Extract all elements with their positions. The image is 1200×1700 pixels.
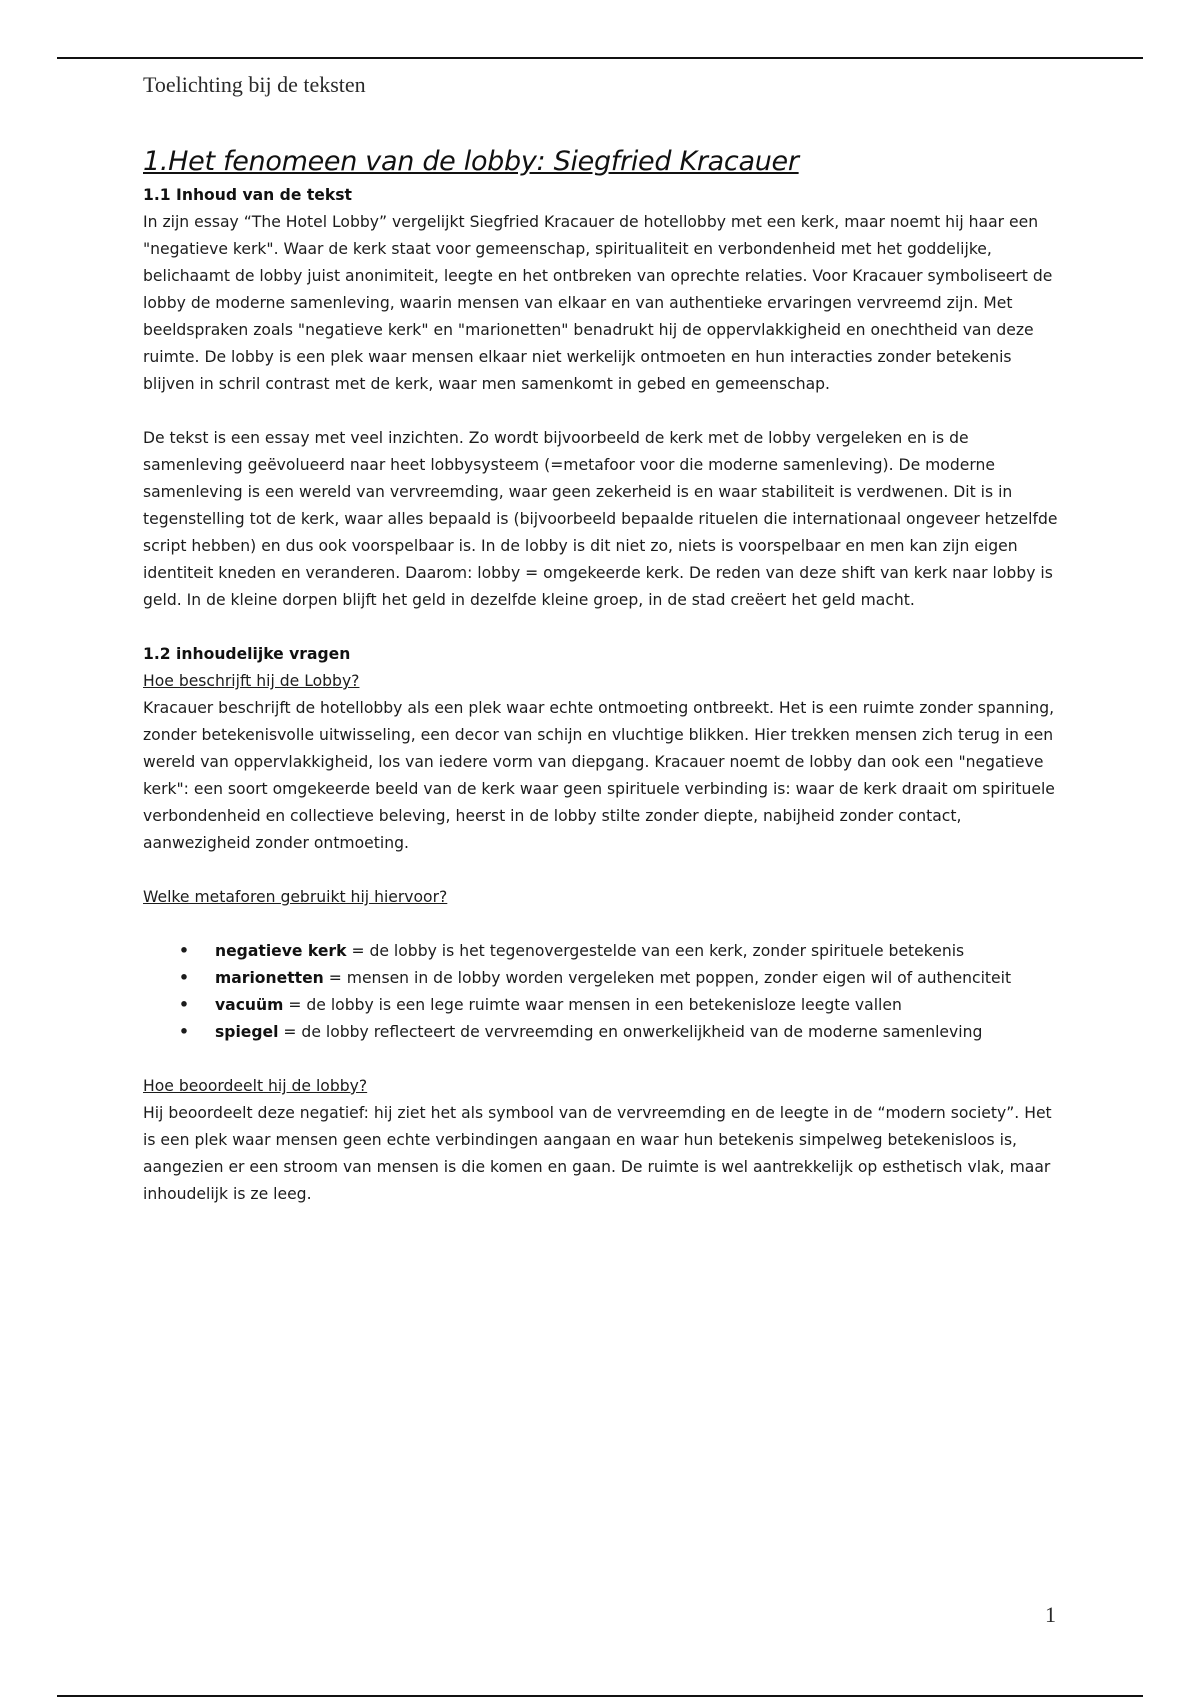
content-paragraph-2: De tekst is een essay met veel inzichten. Zo wordt bijvoorbeeld de kerk met de lobby vergeleken en is de samenleving geëvolueerd naar heet lobbysysteem (=metafoor voor die moderne samenleving). De moderne samenleving is een wereld van vervreemding, waar geen zekerheid is en waar stabiliteit is verdwenen. Dit is in tegenstelling tot de kerk, waar alles bepaald is (bijvoorbeeld bepaalde rituelen die internationaal ongeveer hetzelfde script hebben) en dus ook voorspelbaar is. In de lobby is dit niet zo, niets is voorspelbaar en men kan zijn eigen identiteit kneden en veranderen. Daarom: lobby = omgekeerde kerk. De reden van deze shift van kerk naar lobby is geld. In de kleine dorpen blijft het geld in dezelfde kleine groep, in de stad creëert het geld macht.: [143, 429, 1058, 609]
spacer: [143, 857, 1063, 884]
metaphor-term: marionetten: [215, 969, 324, 987]
top-rule: [57, 57, 1143, 59]
bottom-rule: [57, 1695, 1143, 1697]
list-item: [179, 992, 1063, 1019]
answer-judge-lobby: Hij beoordeelt deze negatief: hij ziet het als symbool van de vervreemding en de leegte in de “modern society”. Het is een plek waar mensen geen echte verbindingen aangaan en waar hun betekenis simpelweg betekenisloos is, aangezien er een stroom van mensen is die komen en gaan. De ruimte is wel aantrekkelijk op esthetisch vlak, maar inhoudelijk is ze leeg.: [143, 1104, 1052, 1203]
section-title: 1.Het fenomeen van de lobby: Siegfried Kracauer: [143, 146, 799, 177]
list-item: [179, 1019, 1063, 1046]
content-paragraph-1: In zijn essay “The Hotel Lobby” vergelijkt Siegfried Kracauer de hotellobby met een kerk, maar noemt hij haar een "negatieve kerk". Waar de kerk staat voor gemeenschap, spiritualiteit en verbondenheid met het goddelijke, belichaamt de lobby juist anonimiteit, leegte en het ontbreken van oprechte relaties. Voor Kracauer symboliseert de lobby de moderne samenleving, waarin mensen van elkaar en van authentieke ervaringen vervreemd zijn. Met beeldspraken zoals "negatieve kerk" en "marionetten" benadrukt hij de oppervlakkigheid en onechtheid van deze ruimte. De lobby is een plek waar mensen elkaar niet werkelijk ontmoeten en hun interacties zonder betekenis blijven in schril contrast met de kerk, waar men samenkomt in gebed en gemeenschap.: [143, 213, 1053, 393]
running-header: Toelichting bij de teksten: [143, 72, 366, 97]
spacer: [143, 614, 1063, 641]
metaphor-description: = mensen in de lobby worden vergeleken met poppen, zonder eigen wil of authenciteit: [323, 969, 1012, 987]
document-body: [143, 142, 1063, 1208]
spacer: [143, 398, 1063, 425]
page-number: 1: [1045, 1602, 1056, 1627]
metaphor-description: = de lobby is een lege ruimte waar mensen in een betekenisloze leegte vallen: [283, 996, 902, 1014]
answer-describe-lobby: Kracauer beschrijft de hotellobby als een plek waar echte ontmoeting ontbreekt. Het is een ruimte zonder spanning, zonder betekenisvolle uitwisseling, een decor van schijn en vluchtige blikken. Hier trekken mensen zich terug in een wereld van oppervlakkigheid, los van iedere vorm van diepgang. Kracauer noemt de lobby dan ook een "negatieve kerk": een soort omgekeerde beeld van de kerk waar geen spirituele verbinding is: waar de kerk draait om spirituele verbondenheid en collectieve beleving, heerst in de lobby stilte zonder diepte, nabijheid zonder contact, aanwezigheid zonder ontmoeting.: [143, 699, 1055, 852]
spacer: [143, 911, 1063, 938]
metaphor-description: = de lobby is het tegenovergestelde van een kerk, zonder spirituele betekenis: [346, 942, 965, 960]
bullet-icon: •: [179, 996, 189, 1014]
metaphor-description: = de lobby reflecteert de vervreemding en onwerkelijkheid van de moderne samenleving: [278, 1023, 983, 1041]
list-item: [179, 938, 1063, 965]
bullet-icon: •: [179, 969, 189, 987]
bullet-icon: •: [179, 1023, 189, 1041]
question-describe-lobby: Hoe beschrijft hij de Lobby?: [143, 672, 360, 690]
spacer: [143, 1046, 1063, 1073]
question-metaphors: Welke metaforen gebruikt hij hiervoor?: [143, 888, 448, 906]
subsection-heading-questions: 1.2 inhoudelijke vragen: [143, 645, 351, 663]
metaphor-term: negatieve kerk: [215, 942, 347, 960]
metaphor-list: [143, 938, 1063, 1046]
subsection-heading-content: 1.1 Inhoud van de tekst: [143, 186, 352, 204]
question-judge-lobby: Hoe beoordeelt hij de lobby?: [143, 1077, 368, 1095]
bullet-icon: •: [179, 942, 189, 960]
metaphor-term: vacuüm: [215, 996, 284, 1014]
metaphor-term: spiegel: [215, 1023, 279, 1041]
list-item: [179, 965, 1063, 992]
